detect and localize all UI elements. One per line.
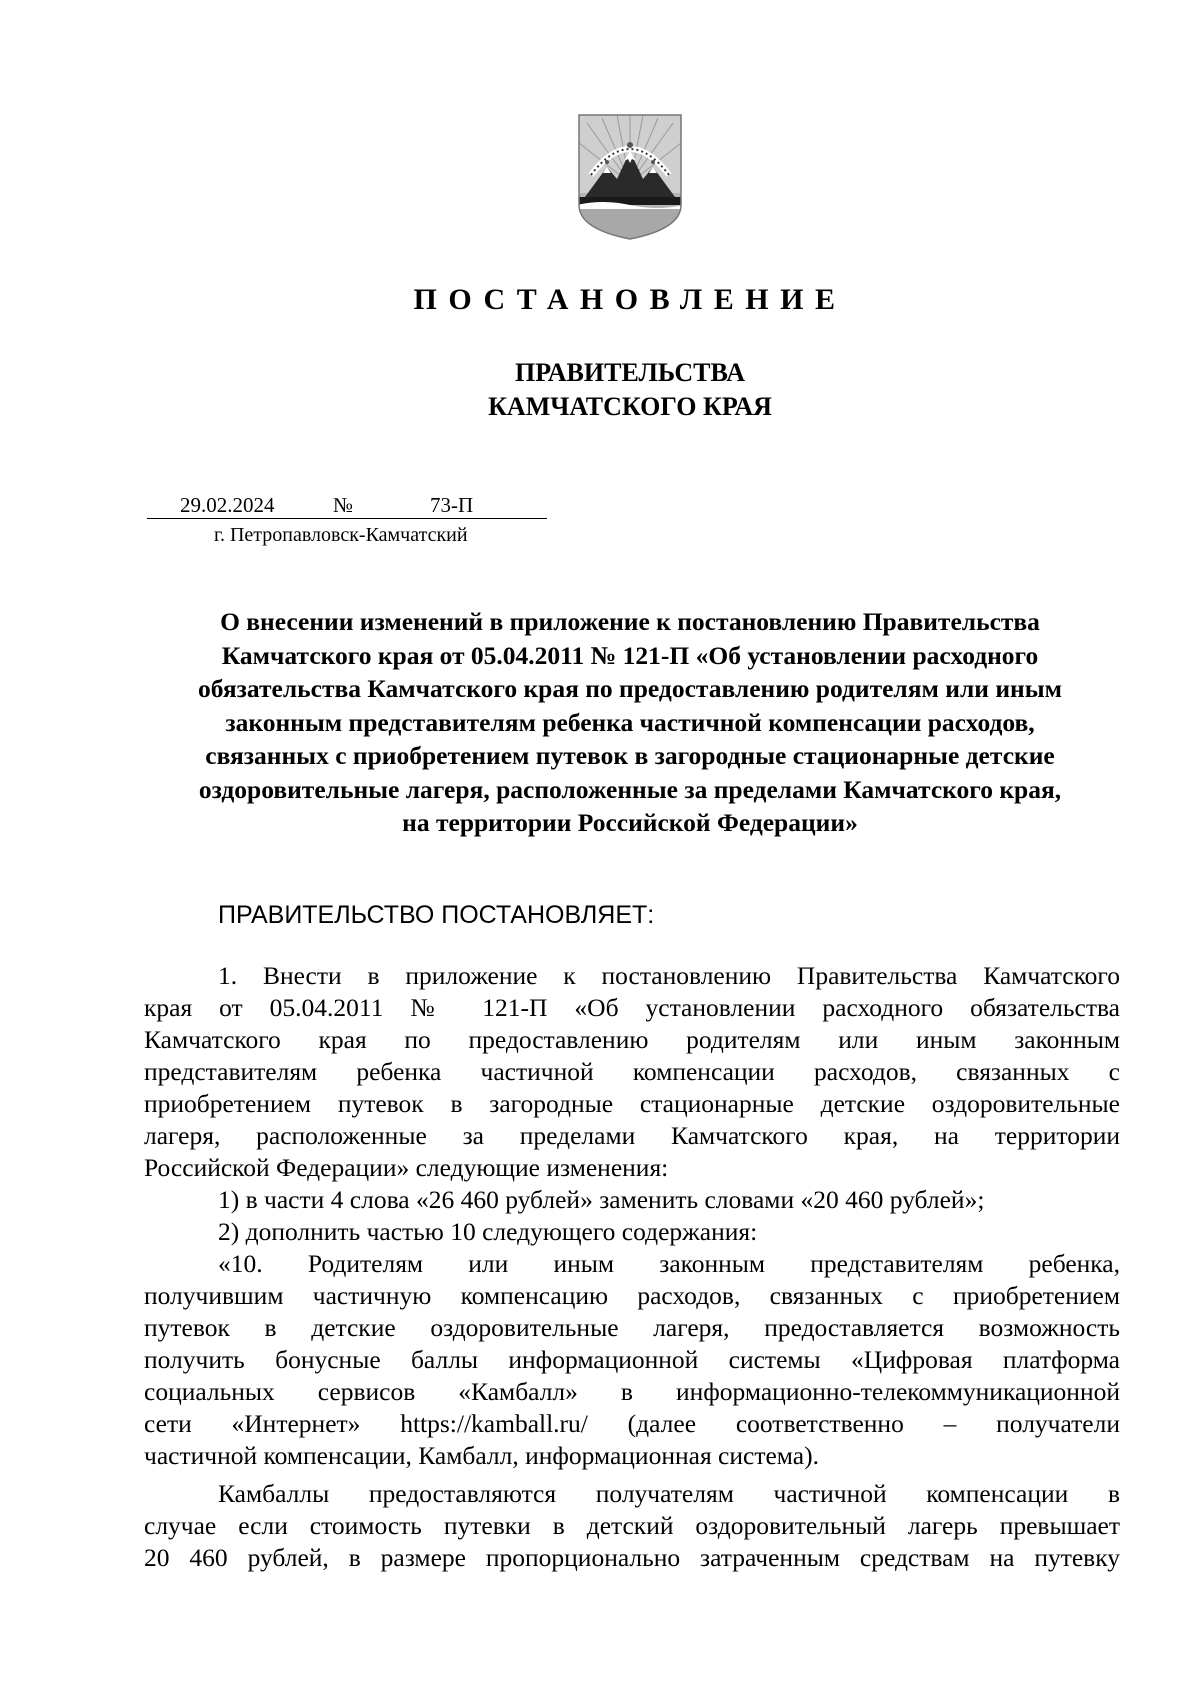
body-line: 1. Внести в приложение к постановлению Правительства Камчатского bbox=[218, 961, 1120, 990]
document-title bbox=[140, 605, 1120, 840]
body-line: «10. Родителям или иным законным представителям ребенка, bbox=[218, 1249, 1120, 1278]
body-line: края от 05.04.2011 № 121-П «Об установлении расходного обязательства bbox=[144, 993, 1120, 1022]
body-line: Камбаллы предоставляются получателям частичной компенсации в bbox=[218, 1479, 1120, 1508]
body-line: 20 460 рублей, в размере пропорционально затраченным средствам на путевку bbox=[144, 1543, 1120, 1572]
number-sign: № bbox=[333, 493, 354, 517]
body-line: лагеря, расположенные за пределами Камчатского края, на территории bbox=[144, 1121, 1120, 1150]
issuer-line: КАМЧАТСКОГО КРАЯ bbox=[488, 392, 772, 421]
body-line: приобретением путевок в загородные стационарные детские оздоровительные bbox=[144, 1089, 1120, 1118]
body-line: Российской Федерации» следующие изменения: bbox=[144, 1153, 669, 1182]
body-line: социальных сервисов «Камбалл» в информационно-телекоммуникационной bbox=[144, 1377, 1120, 1406]
title-line: Камчатского края от 05.04.2011 № 121-П «Об установлении расходного bbox=[221, 640, 1039, 670]
document-type-heading: ПОСТАНОВЛЕНИЕ bbox=[413, 283, 847, 316]
body-line: получить бонусные баллы информационной системы «Цифровая платформа bbox=[144, 1345, 1120, 1374]
title-line: оздоровительные лагеря, расположенные за пределами Камчатского края, bbox=[198, 774, 1062, 804]
body-line: случае если стоимость путевки в детский оздоровительный лагерь превышает bbox=[144, 1511, 1120, 1540]
document-date: 29.02.2024 bbox=[180, 493, 275, 517]
kamchatka-coat-of-arms-icon bbox=[577, 113, 683, 241]
title-line: законным представителям ребенка частичной компенсации расходов, bbox=[225, 707, 1035, 737]
body-line: путевок в детские оздоровительные лагеря, предоставляется возможность bbox=[144, 1313, 1120, 1342]
title-line: О внесении изменений в приложение к постановлению Правительства bbox=[220, 607, 1040, 636]
document-city: г. Петропавловск-Камчатский bbox=[214, 524, 468, 546]
body-line: Камчатского края по предоставлению родителям или иным законным bbox=[144, 1025, 1120, 1054]
body-line: частичной компенсации, Камбалл, информационная система). bbox=[144, 1441, 819, 1470]
body-line: получившим частичную компенсацию расходов, связанных с приобретением bbox=[144, 1281, 1120, 1310]
body-line: 2) дополнить частью 10 следующего содержания: bbox=[218, 1217, 758, 1246]
issuer-heading bbox=[0, 356, 1200, 424]
title-line: на территории Российской Федерации» bbox=[402, 808, 858, 837]
document-number: 73-П bbox=[430, 493, 474, 517]
body-line: представителям ребенка частичной компенсации расходов, связанных с bbox=[144, 1057, 1120, 1086]
decree-phrase: ПРАВИТЕЛЬСТВО ПОСТАНОВЛЯЕТ: bbox=[218, 901, 655, 929]
title-line: связанных с приобретением путевок в загородные стационарные детские bbox=[205, 741, 1055, 770]
body-line: 1) в части 4 слова «26 460 рублей» заменить словами «20 460 рублей»; bbox=[218, 1185, 985, 1214]
requisites-underline bbox=[147, 518, 547, 519]
body-line: сети «Интернет» https://kamball.ru/ (далее соответственно – получатели bbox=[144, 1409, 1120, 1438]
issuer-line: ПРАВИТЕЛЬСТВА bbox=[515, 358, 745, 387]
title-line: обязательства Камчатского края по предоставлению родителям или иным bbox=[198, 674, 1062, 703]
